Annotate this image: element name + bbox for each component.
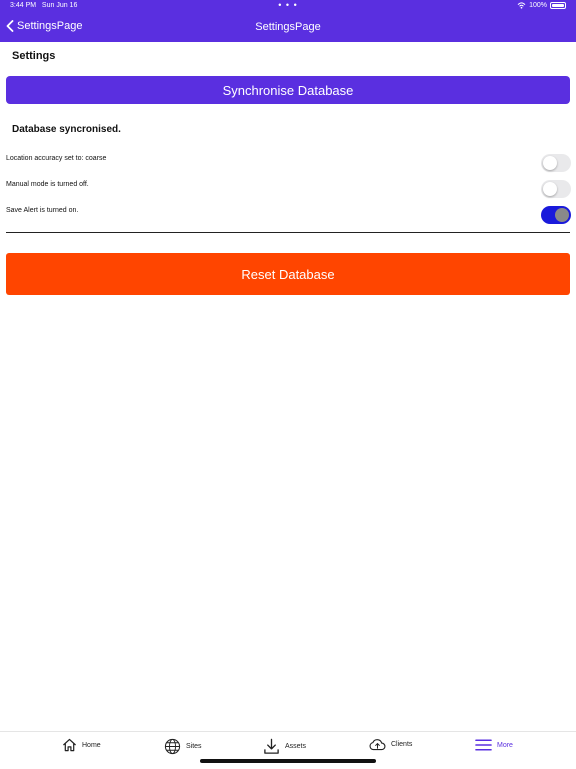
page-title: SettingsPage	[255, 21, 321, 33]
divider	[6, 232, 570, 233]
home-indicator[interactable]	[200, 759, 376, 763]
reset-database-button[interactable]: Reset Database	[6, 253, 570, 295]
battery-icon	[550, 2, 566, 9]
tab-home[interactable]	[62, 738, 101, 752]
multitask-dots[interactable]: • • •	[278, 0, 298, 10]
location-accuracy-toggle[interactable]	[541, 154, 571, 172]
tab-label: Assets	[285, 743, 307, 750]
toggle-knob	[555, 208, 569, 222]
tab-sites[interactable]	[164, 738, 202, 755]
manual-mode-toggle[interactable]	[541, 180, 571, 198]
tab-label: More	[497, 741, 513, 749]
manual-mode-label: Manual mode is turned off.	[6, 181, 89, 188]
tab-label: Sites	[186, 743, 202, 750]
sync-database-button[interactable]: Synchronise Database	[6, 76, 570, 104]
save-alert-toggle[interactable]	[541, 206, 571, 224]
cloud-upload-icon	[369, 738, 386, 751]
chevron-left-icon	[6, 20, 14, 32]
location-accuracy-label: Location accuracy set to: coarse	[6, 155, 107, 162]
tab-label: Home	[82, 741, 101, 749]
download-icon	[263, 738, 280, 755]
toggle-knob	[543, 156, 557, 170]
tab-label: Clients	[391, 741, 413, 748]
tab-bar	[0, 731, 576, 769]
wifi-icon	[517, 2, 526, 9]
status-right	[517, 2, 566, 9]
home-icon	[62, 738, 77, 752]
sync-status-text: Database syncronised.	[12, 124, 121, 135]
save-alert-label: Save Alert is turned on.	[6, 207, 79, 214]
menu-icon	[475, 738, 492, 752]
globe-icon	[164, 738, 181, 755]
tab-more[interactable]	[475, 738, 513, 752]
nav-header	[0, 0, 576, 42]
toggle-knob	[543, 182, 557, 196]
tab-assets[interactable]	[263, 738, 306, 755]
status-time: 3:44 PM Sun Jun 16	[10, 2, 78, 9]
back-button[interactable]	[6, 20, 82, 32]
tab-clients[interactable]	[369, 738, 412, 751]
section-title: Settings	[12, 50, 56, 62]
battery-percent: 100%	[529, 2, 547, 9]
back-label: SettingsPage	[17, 20, 83, 32]
